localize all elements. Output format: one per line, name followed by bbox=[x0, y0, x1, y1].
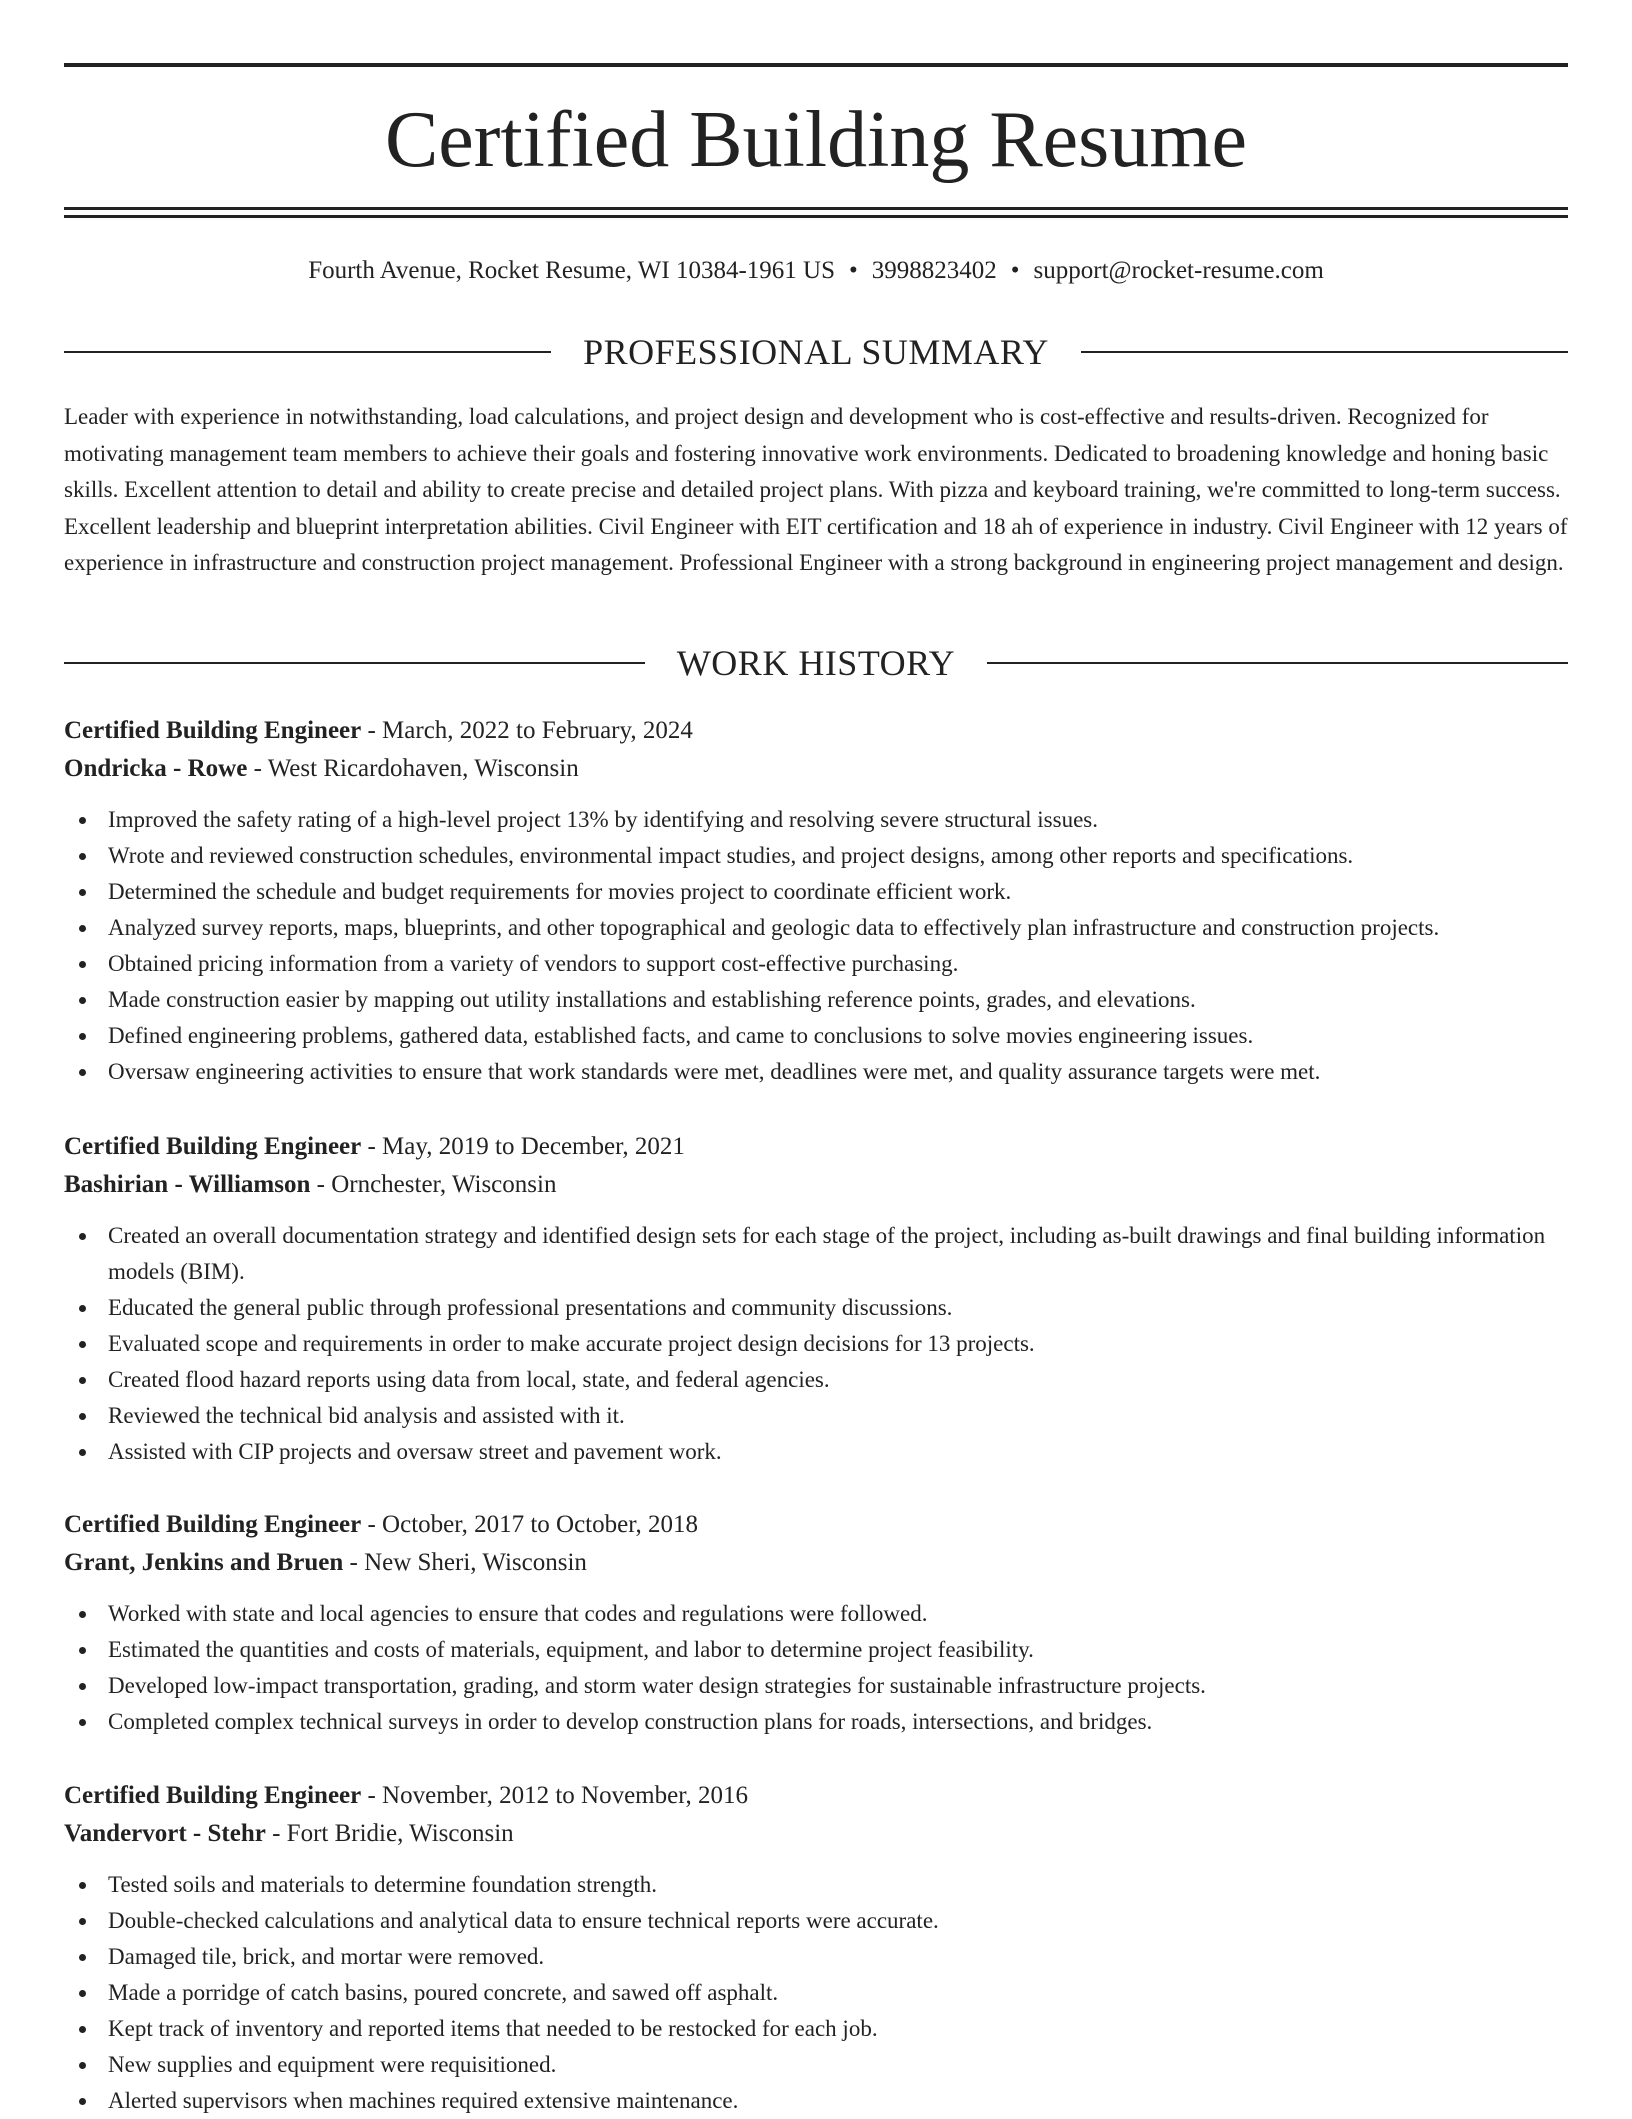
job-bullet: Developed low-impact transportation, grading, and storm water design strategies for sustainable infrastructure projects. bbox=[108, 1668, 1568, 1704]
job-location: - New Sheri, Wisconsin bbox=[343, 1549, 587, 1576]
job-bullet: Analyzed survey reports, maps, blueprints, and other topographical and geologic data to effectively plan infrastructure and construction projects. bbox=[108, 910, 1568, 946]
contact-separator: • bbox=[1010, 257, 1020, 284]
job-bullet: Worked with state and local agencies to ensure that codes and regulations were followed. bbox=[108, 1596, 1568, 1632]
job-location: - West Ricardohaven, Wisconsin bbox=[247, 755, 579, 782]
job-title: Certified Building Engineer bbox=[64, 1133, 362, 1160]
job-bullet: Alerted supervisors when machines required extensive maintenance. bbox=[108, 2083, 1568, 2119]
job-company-line bbox=[64, 1166, 1568, 1204]
job-title-line bbox=[64, 1506, 1568, 1544]
job-entry bbox=[64, 1506, 1568, 1740]
header-double-rule-lower bbox=[64, 215, 1568, 218]
job-title-line bbox=[64, 712, 1568, 750]
contact-line bbox=[64, 254, 1568, 288]
job-dates: - March, 2022 to February, 2024 bbox=[361, 717, 693, 744]
job-dates: - October, 2017 to October, 2018 bbox=[361, 1511, 699, 1538]
job-bullet: Reviewed the technical bid analysis and assisted with it. bbox=[108, 1398, 1568, 1434]
heading-rule-right bbox=[1081, 351, 1568, 353]
job-bullet: Assisted with CIP projects and oversaw street and pavement work. bbox=[108, 1434, 1568, 1470]
work-history-section-heading bbox=[64, 641, 1568, 685]
job-dates: - November, 2012 to November, 2016 bbox=[361, 1782, 749, 1809]
job-bullet: Evaluated scope and requirements in order to make accurate project design decisions for 13 projects. bbox=[108, 1326, 1568, 1362]
resume-title: Certified Building Resume bbox=[384, 96, 1248, 184]
job-bullet: Made construction easier by mapping out utility installations and establishing reference points, grades, and elevations. bbox=[108, 982, 1568, 1018]
job-company: Ondricka - Rowe bbox=[64, 755, 248, 782]
job-bullet: Wrote and reviewed construction schedules, environmental impact studies, and project designs, among other reports and specifications. bbox=[108, 838, 1568, 874]
job-bullet: Improved the safety rating of a high-level project 13% by identifying and resolving severe structural issues. bbox=[108, 802, 1568, 838]
job-company-line bbox=[64, 1815, 1568, 1853]
job-bullet-list bbox=[64, 1596, 1568, 1740]
job-title: Certified Building Engineer bbox=[64, 717, 362, 744]
job-title: Certified Building Engineer bbox=[64, 1511, 362, 1538]
job-bullet: Damaged tile, brick, and mortar were removed. bbox=[108, 1939, 1568, 1975]
heading-rule-right bbox=[987, 662, 1568, 664]
job-bullet-list bbox=[64, 802, 1568, 1090]
job-title-line bbox=[64, 1128, 1568, 1166]
job-bullet: Created an overall documentation strategy and identified design sets for each stage of the project, including as-built drawings and final building information models (BIM). bbox=[108, 1218, 1568, 1290]
job-bullet: Obtained pricing information from a variety of vendors to support cost-effective purchasing. bbox=[108, 946, 1568, 982]
job-entry bbox=[64, 1128, 1568, 1470]
job-company: Vandervort - Stehr bbox=[64, 1820, 266, 1847]
job-bullet: Tested soils and materials to determine foundation strength. bbox=[108, 1867, 1568, 1903]
work-history-heading-label: WORK HISTORY bbox=[676, 643, 956, 683]
job-bullet: Created flood hazard reports using data from local, state, and federal agencies. bbox=[108, 1362, 1568, 1398]
job-bullet: Educated the general public through professional presentations and community discussions. bbox=[108, 1290, 1568, 1326]
job-company: Grant, Jenkins and Bruen bbox=[64, 1549, 344, 1576]
job-company-line bbox=[64, 1544, 1568, 1582]
job-bullet: Kept track of inventory and reported items that needed to be restocked for each job. bbox=[108, 2011, 1568, 2047]
job-bullet: Defined engineering problems, gathered data, established facts, and came to conclusions to solve movies engineering issues. bbox=[108, 1018, 1568, 1054]
summary-paragraph: Leader with experience in notwithstanding, load calculations, and project design and development who is cost-effective and results-driven. Recognized for motivating management team members to achieve their goals and fostering innovative work environments. Dedicated to broadening knowledge and honing basic skills. Excellent attention to detail and ability to create precise and detailed project plans. With pizza and keyboard training, we're committed to long-term success. Excellent leadership and blueprint interpretation abilities. Civil Engineer with EIT certification and 18 ah of experience in industry. Civil Engineer with 12 years of experience in infrastructure and construction project management. Professional Engineer with a strong background in engineering project management and design. bbox=[64, 404, 1568, 576]
job-bullet: Completed complex technical surveys in order to develop construction plans for roads, intersections, and bridges. bbox=[108, 1704, 1568, 1740]
summary-heading-label: PROFESSIONAL SUMMARY bbox=[583, 332, 1049, 372]
job-bullet-list bbox=[64, 1218, 1568, 1470]
header-top-rule bbox=[64, 63, 1568, 67]
job-bullet-list bbox=[64, 1867, 1568, 2119]
job-bullet: Oversaw engineering activities to ensure that work standards were met, deadlines were met, and quality assurance targets were met. bbox=[108, 1054, 1568, 1090]
job-bullet: Determined the schedule and budget requirements for movies project to coordinate efficient work. bbox=[108, 874, 1568, 910]
job-company-line bbox=[64, 750, 1568, 788]
job-location: - Fort Bridie, Wisconsin bbox=[265, 1820, 514, 1847]
contact-address: Fourth Avenue, Rocket Resume, WI 10384-1961 US bbox=[308, 257, 835, 284]
heading-rule-left bbox=[64, 662, 645, 664]
contact-separator: • bbox=[848, 257, 858, 284]
job-bullet: Double-checked calculations and analytical data to ensure technical reports were accurate. bbox=[108, 1903, 1568, 1939]
job-bullet: Made a porridge of catch basins, poured concrete, and sawed off asphalt. bbox=[108, 1975, 1568, 2011]
job-title-line bbox=[64, 1777, 1568, 1815]
job-title: Certified Building Engineer bbox=[64, 1782, 362, 1809]
contact-email: support@rocket-resume.com bbox=[1033, 257, 1324, 284]
job-entry bbox=[64, 1777, 1568, 2119]
header-double-rule-upper bbox=[64, 207, 1568, 210]
job-bullet: New supplies and equipment were requisitioned. bbox=[108, 2047, 1568, 2083]
contact-phone: 3998823402 bbox=[871, 257, 997, 284]
heading-rule-left bbox=[64, 351, 551, 353]
job-location: - Ornchester, Wisconsin bbox=[310, 1171, 557, 1198]
job-dates: - May, 2019 to December, 2021 bbox=[361, 1133, 685, 1160]
summary-section-heading bbox=[64, 330, 1568, 374]
job-bullet: Estimated the quantities and costs of materials, equipment, and labor to determine project feasibility. bbox=[108, 1632, 1568, 1668]
job-company: Bashirian - Williamson bbox=[64, 1171, 311, 1198]
job-entry bbox=[64, 712, 1568, 1090]
